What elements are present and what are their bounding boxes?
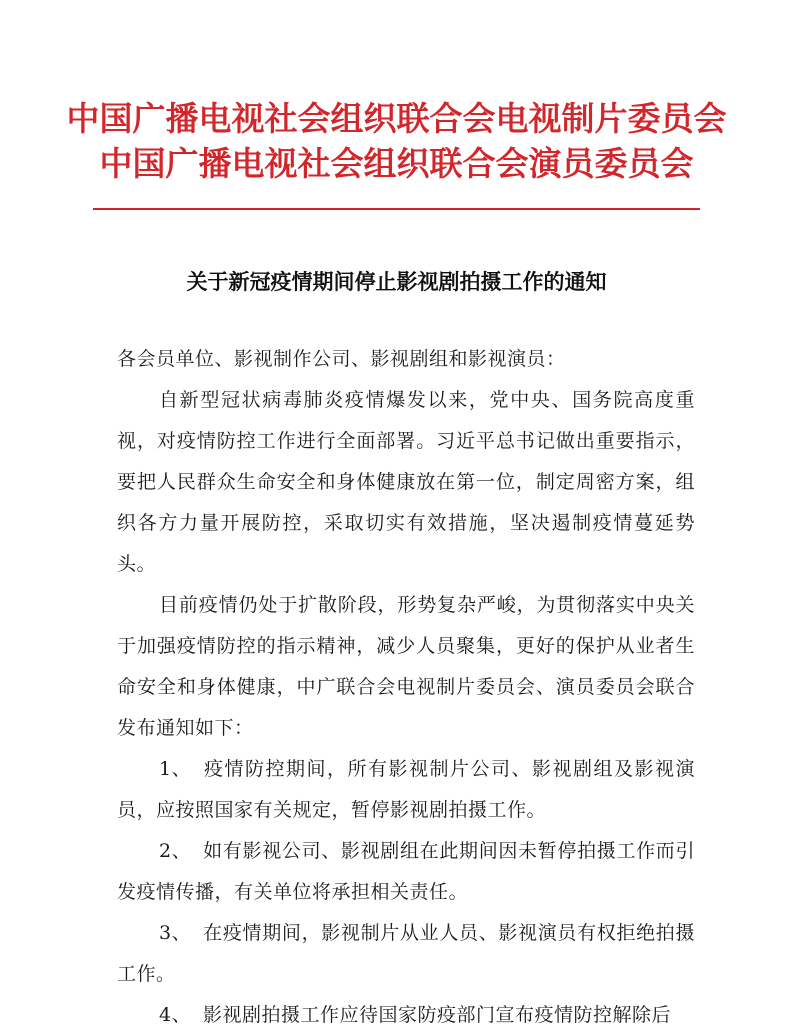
list-item-text: 如有影视公司、影视剧组在此期间因未暂停拍摄工作而引发疫情传播，有关单位将承担相关责任。	[117, 840, 695, 903]
letterhead	[0, 96, 793, 186]
list-item-number: 2、	[159, 840, 192, 862]
list-item-2	[117, 831, 695, 913]
list-item-4	[117, 995, 695, 1036]
salutation: 各会员单位、影视制作公司、影视剧组和影视演员：	[117, 348, 566, 370]
list-item-text: 疫情防控期间，所有影视制片公司、影视剧组及影视演员，应按照国家有关规定，暂停影视剧拍摄工作。	[117, 758, 695, 821]
list-item-number: 1、	[159, 758, 192, 780]
list-item-number: 4、	[159, 1004, 192, 1026]
paragraph-2: 目前疫情仍处于扩散阶段，形势复杂严峻，为贯彻落实中央关于加强疫情防控的指示精神，减少人员聚集，更好的保护从业者生命安全和身体健康，中广联合会电视制片委员会、演员委员会联合发布通知如下：	[117, 594, 695, 739]
list-item-text: 在疫情期间，影视制片从业人员、影视演员有权拒绝拍摄工作。	[117, 922, 695, 985]
paragraph-1: 自新型冠状病毒肺炎疫情爆发以来，党中央、国务院高度重视，对疫情防控工作进行全面部署。习近平总书记做出重要指示，要把人民群众生命安全和身体健康放在第一位，制定周密方案，组织各方力量开展防控，采取切实有效措施，坚决遏制疫情蔓延势头。	[117, 389, 695, 575]
list-item-text: 影视剧拍摄工作应待国家防疫部门宣布疫情防控解除后	[203, 1004, 672, 1026]
letterhead-line-1: 中国广播电视社会组织联合会电视制片委员会	[66, 99, 727, 138]
list-item-number: 3、	[159, 922, 192, 944]
letterhead-divider	[93, 208, 700, 210]
list-item-1	[117, 749, 695, 831]
letterhead-line-2: 中国广播电视社会组织联合会演员委员会	[99, 144, 694, 183]
notice-body	[117, 339, 695, 1036]
list-item-3	[117, 913, 695, 995]
notice-title: 关于新冠疫情期间停止影视剧拍摄工作的通知	[186, 269, 607, 294]
